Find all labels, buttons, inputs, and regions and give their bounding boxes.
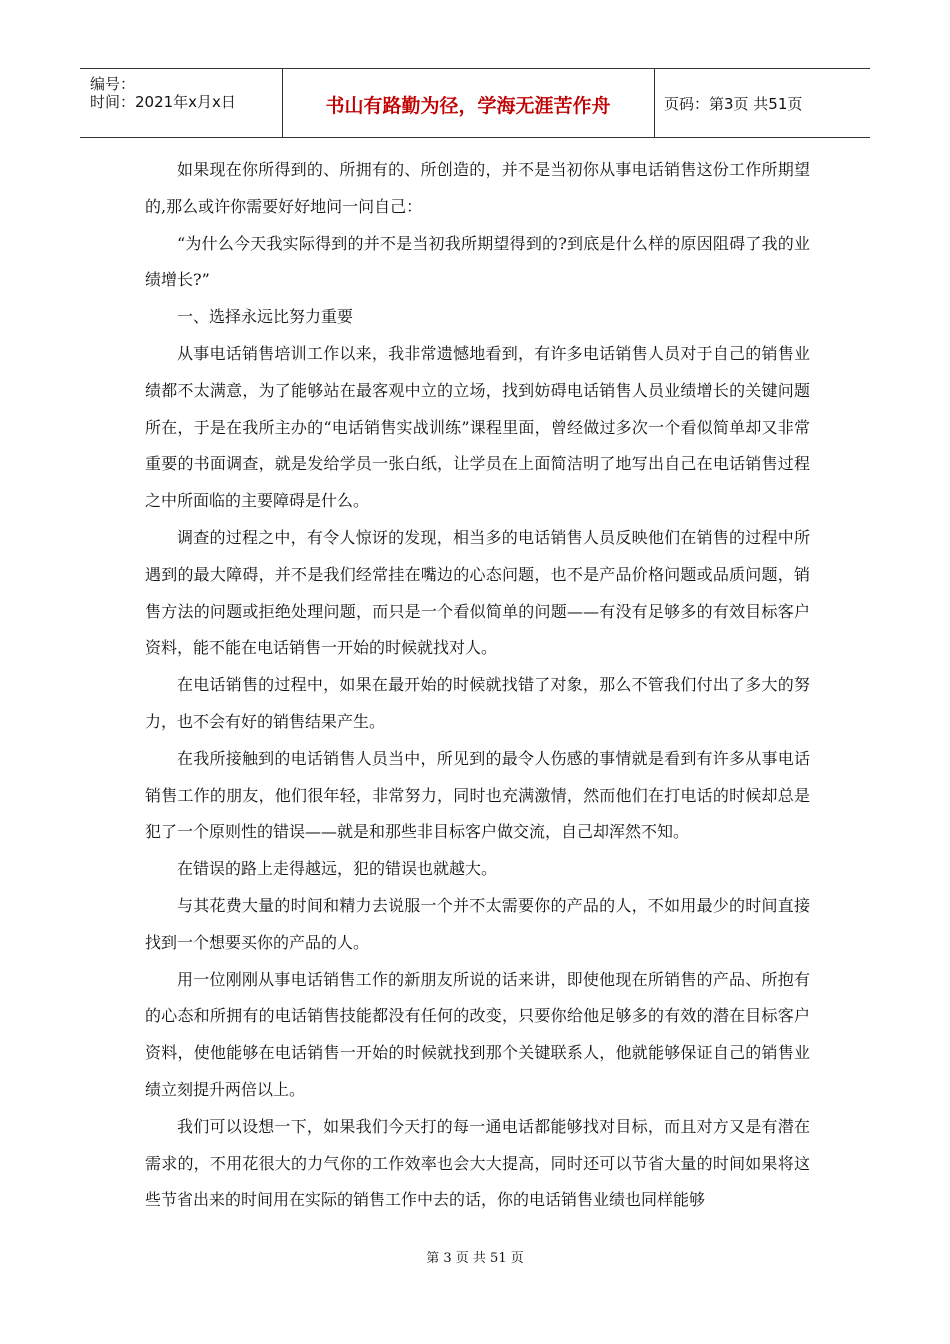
- paragraph: 在我所接触到的电话销售人员当中，所见到的最令人伤感的事情就是看到有许多从事电话销售工作的朋友，他们很年轻，非常努力，同时也充满激情，然而他们在打电话的时候却总是犯了一个原则性的错误——就是和那些非目标客户做交流，自己却浑然不知。: [145, 748, 810, 842]
- paragraph: 用一位刚刚从事电话销售工作的新朋友所说的话来讲，即使他现在所销售的产品、所抱有的心态和所拥有的电话销售技能都没有任何的改变，只要你给他足够多的有效的潜在目标客户资料，使他能够在电话销售一开始的时候就找到那个关键联系人，他就能够保证自己的销售业绩立刻提升两倍以上。: [145, 969, 810, 1099]
- paragraph: 与其花费大量的时间和精力去说服一个并不太需要你的产品的人，不如用最少的时间直接找到一个想要买你的产品的人。: [145, 895, 810, 952]
- header-motto: 书山有路勤为径，学海无涯苦作舟: [325, 95, 611, 117]
- header-page-number: 页码：第3页 共51页: [664, 95, 803, 113]
- page-header: [80, 68, 870, 138]
- page-footer: 第 3 页 共 51 页: [426, 1251, 524, 1266]
- paragraph: 在错误的路上走得越远，犯的错误也就越大。: [177, 859, 498, 879]
- paragraph: 在电话销售的过程中，如果在最开始的时候就找错了对象，那么不管我们付出了多大的努力，也不会有好的销售结果产生。: [145, 675, 810, 731]
- quote-paragraph: “为什么今天我实际得到的并不是当初我所期望得到的?到底是什么样的原因阻碍了我的业绩增长?”: [145, 233, 810, 290]
- header-middle-cell: [282, 69, 655, 137]
- paragraph: 调查的过程之中，有令人惊讶的发现，相当多的电话销售人员反映他们在销售的过程中所遇到的最大障碍，并不是我们经常挂在嘴边的心态问题，也不是产品价格问题或品质问题，销售方法的问题或拒绝处理问题，而只是一个看似简单的问题——有没有足够多的有效目标客户资料，能不能在电话销售一开始的时候就找对人。: [145, 527, 810, 658]
- document-date-label: 时间：2021年x月x日: [90, 93, 236, 111]
- paragraph: 我们可以设想一下，如果我们今天打的每一通电话都能够找对目标，而且对方又是有潜在需求的，不用花很大的力气你的工作效率也会大大提高，同时还可以节省大量的时间如果将这些节省出来的时间用在实际的销售工作中去的话，你的电话销售业绩也同样能够: [145, 1116, 810, 1210]
- paragraph: 从事电话销售培训工作以来，我非常遗憾地看到，有许多电话销售人员对于自己的销售业绩都不太满意，为了能够站在最客观中立的立场，找到妨碍电话销售人员业绩增长的关键问题所在，于是在我所主办的“电话销售实战训练”课程里面，曾经做过多次一个看似简单却又非常重要的书面调查，就是发给学员一张白纸，让学员在上面简洁明了地写出自己在电话销售过程之中所面临的主要障碍是什么。: [145, 343, 810, 511]
- section-heading: 一、选择永远比努力重要: [177, 307, 354, 327]
- document-number-label: 编号：: [90, 75, 136, 93]
- document-body: [145, 152, 810, 1219]
- header-right-cell: [654, 69, 870, 137]
- paragraph: 如果现在你所得到的、所拥有的、所创造的，并不是当初你从事电话销售这份工作所期望的,那么或许你需要好好地问一问自己：: [145, 160, 810, 216]
- header-left-cell: [80, 69, 283, 137]
